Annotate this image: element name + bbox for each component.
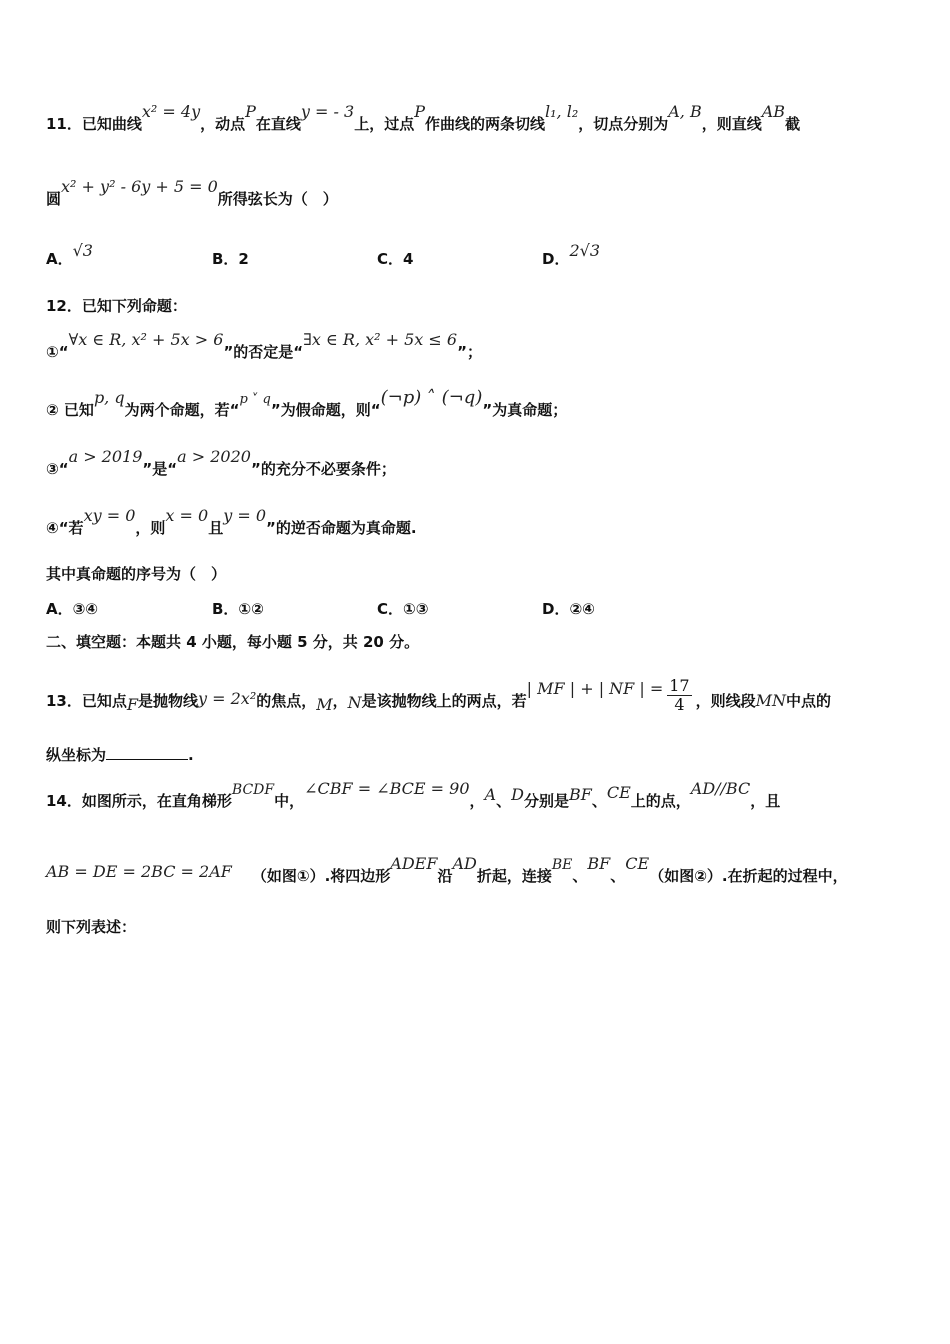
q11-line-equation: y = - 3: [300, 102, 355, 121]
q13-fraction: [667, 677, 691, 714]
q11-point-p: P: [245, 102, 256, 121]
q14-text: （如图①）.将四边形: [251, 867, 391, 885]
option-label: A．③④: [46, 600, 99, 618]
q11-circle-equation: x² + y² - 6y + 5 = 0: [61, 177, 218, 196]
q12-question-text: 其中真命题的序号为（ ）: [46, 565, 227, 583]
q14-text: 则下列表述：: [46, 918, 137, 936]
option-label: D．②④: [542, 600, 595, 618]
q12-math: y = 0: [223, 506, 266, 525]
q11-option-b: [212, 248, 249, 269]
q12-statement-1: [46, 330, 920, 362]
q12-math: p, q: [93, 388, 125, 407]
q13-math: | MF | + | NF | =: [526, 679, 664, 698]
q12-math: a > 2019: [68, 447, 143, 466]
q12-option-d: [542, 598, 595, 619]
q11-line-ab: AB: [761, 102, 786, 121]
q12-text: ④“若: [46, 519, 84, 537]
q12-text: 且: [208, 519, 224, 537]
q14-text: 沿: [437, 867, 453, 885]
q12-statement-4: [46, 506, 920, 538]
option-label: B．2: [212, 250, 249, 268]
q14-math: ADEF: [390, 854, 438, 873]
q13-math: F: [126, 695, 138, 714]
q12-math: p ˅ q: [239, 392, 271, 407]
q14-text: 分别是: [523, 792, 569, 810]
q11-text: ，则直线: [701, 115, 762, 133]
q11-text: 11．已知曲线: [46, 115, 142, 133]
q14-math: AD//BC: [690, 779, 751, 798]
q14-math: BE: [551, 857, 573, 873]
q12-math: xy = 0: [83, 506, 136, 525]
section-heading-text: 二、填空题：本题共 4 小题，每小题 5 分，共 20 分。: [46, 633, 420, 651]
q14-text: 、: [591, 792, 607, 810]
q12-text: ”的逆否命题为真命题.: [266, 519, 417, 537]
q14-text: ，且: [750, 792, 781, 810]
q11-point-p: P: [414, 102, 425, 121]
q12-text: 为两个命题，若“: [124, 401, 240, 419]
q12-text: ”是“: [142, 460, 178, 478]
q11-text: 作曲线的两条切线: [424, 115, 545, 133]
q13-text: 13．已知点: [46, 692, 127, 710]
q14-text: 、: [496, 792, 512, 810]
q12-option-c: [377, 598, 428, 619]
q12-text: ③“: [46, 460, 69, 478]
q13-line1: [46, 676, 920, 720]
q12-title-text: 12．已知下列命题：: [46, 297, 187, 315]
option-value: √3: [72, 241, 93, 260]
q14-math: ∠CBF = ∠BCE = 90: [304, 779, 470, 798]
q13-text: ，则线段: [695, 692, 756, 710]
q12-text: ①“: [46, 343, 69, 361]
q13-line2: [46, 745, 920, 765]
q13-text: 纵坐标为: [46, 746, 107, 764]
fraction-numerator: 17: [669, 676, 690, 695]
q11-option-a: [46, 241, 93, 269]
q11-option-d: [542, 241, 601, 269]
section-heading: [46, 632, 920, 652]
q12-option-b: [212, 598, 264, 619]
q11-text: 圆: [46, 190, 62, 208]
q14-math: BF: [587, 854, 611, 873]
q12-math: a > 2020: [177, 447, 251, 466]
q11-question: 所得弦长为（ ）: [217, 190, 338, 208]
q11-text: 上，过点: [354, 115, 415, 133]
q12-math: ∀x ∈ R, x² + 5x > 6: [68, 330, 224, 349]
q14-text: 上的点，: [630, 792, 691, 810]
q12-math: x = 0: [165, 506, 209, 525]
option-label: C．①③: [377, 600, 429, 618]
q12-text: ”；: [457, 343, 482, 361]
q14-math: D: [511, 785, 524, 804]
option-label: C．4: [377, 250, 414, 268]
q14-text: 折起，连接: [476, 867, 552, 885]
q14-text: （如图②）.在折起的过程中，: [649, 867, 848, 885]
q11-text: ，动点: [200, 115, 246, 133]
q14-text: 、: [572, 867, 588, 885]
q12-math: (¬p) ˄ (¬q): [380, 387, 483, 408]
q11-text: 截: [785, 115, 801, 133]
q14-line1: [46, 779, 920, 812]
q11-text: 在直线: [255, 115, 301, 133]
answer-blank[interactable]: [106, 745, 188, 760]
q11-line2: [46, 177, 920, 209]
q13-text: 是抛物线: [137, 692, 198, 710]
fraction-denominator: 4: [674, 695, 685, 714]
q12-text: ”为假命题，则“: [270, 401, 381, 419]
q14-math: A: [484, 785, 497, 804]
q12-text: ② 已知: [46, 401, 94, 419]
q12-text: ”的充分不必要条件；: [250, 460, 396, 478]
q14-math: AD: [452, 854, 477, 873]
q14-line2: [46, 854, 920, 887]
q12-title: [46, 296, 920, 316]
q14-math: BCDF: [231, 782, 275, 798]
q11-option-c: [377, 248, 413, 269]
q14-line3: [46, 917, 920, 937]
q14-math: CE: [625, 854, 650, 873]
q12-math: ∃x ∈ R, x² + 5x ≤ 6: [303, 330, 458, 349]
q13-text: 的焦点，: [256, 692, 317, 710]
option-label: D．: [542, 250, 570, 268]
q12-option-a: [46, 598, 98, 619]
q14-text: 中，: [274, 792, 305, 810]
q12-text: ，则: [135, 519, 166, 537]
q11-tangents: l₁, l₂: [545, 102, 579, 121]
q12-statement-2: [46, 387, 920, 422]
q13-text: ，: [332, 692, 348, 710]
q12-statement-3: [46, 447, 920, 479]
option-label: B．①②: [212, 600, 264, 618]
q13-math: N: [347, 693, 362, 712]
q14-text: 、: [610, 867, 626, 885]
q14-math: BF: [568, 785, 592, 804]
q12-text: ”的否定是“: [223, 343, 304, 361]
q13-text: 是该抛物线上的两点，若: [361, 692, 527, 710]
q12-question: [46, 564, 920, 584]
option-value: 2√3: [569, 241, 601, 260]
q13-math: y = 2x²: [198, 689, 257, 708]
option-label: A．: [46, 250, 73, 268]
q14-text: 14．如图所示，在直角梯形: [46, 792, 232, 810]
q11-line1: [46, 102, 920, 134]
q13-text: 中点的: [786, 692, 832, 710]
q11-text: ，切点分别为: [578, 115, 669, 133]
q14-text: ，: [469, 792, 485, 810]
q11-points-ab: A, B: [668, 102, 702, 121]
q13-text: .: [188, 746, 194, 764]
q14-math: CE: [606, 783, 631, 802]
q12-text: ”为真命题；: [482, 401, 568, 419]
q14-math: AB = DE = 2BC = 2AF: [46, 862, 232, 881]
q13-math: M: [316, 695, 333, 714]
q11-curve-equation: x² = 4y: [141, 102, 201, 121]
q13-math: MN: [755, 691, 786, 710]
